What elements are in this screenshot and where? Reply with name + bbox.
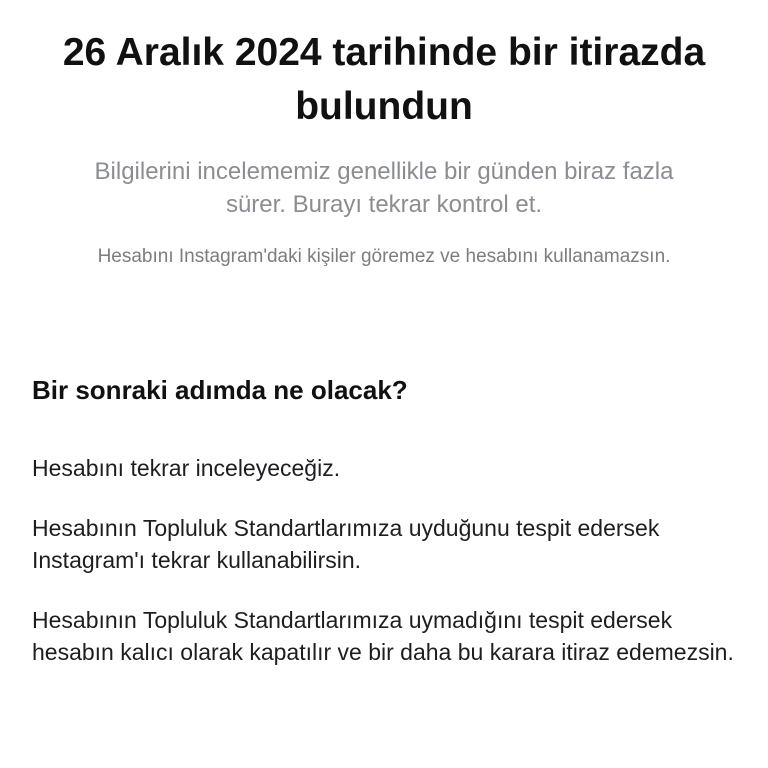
page-title: 26 Aralık 2024 tarihinde bir itirazda bulundun (62, 31, 706, 128)
next-steps-heading: Bir sonraki adımda ne olacak? (32, 375, 408, 405)
account-hidden-notice: Hesabını Instagram'daki kişiler göremez ve hesabını kullanamazsın. (97, 246, 671, 267)
next-step-paragraph-restored: Hesabının Topluluk Standartlarımıza uyduğunu tespit edersek Instagram'ı tekrar kullanabilirsin. (32, 515, 660, 573)
next-step-paragraph-disabled: Hesabının Topluluk Standartlarımıza uymadığını tespit edersek hesabın kalıcı olarak kapatılır ve bir daha bu karara itiraz edemezsin. (32, 607, 734, 665)
next-step-paragraph-review: Hesabını tekrar inceleyeceğiz. (32, 455, 341, 481)
review-time-subtitle: Bilgilerini incelememiz genellikle bir günden biraz fazla sürer. Burayı tekrar kontrol et. (94, 158, 674, 218)
